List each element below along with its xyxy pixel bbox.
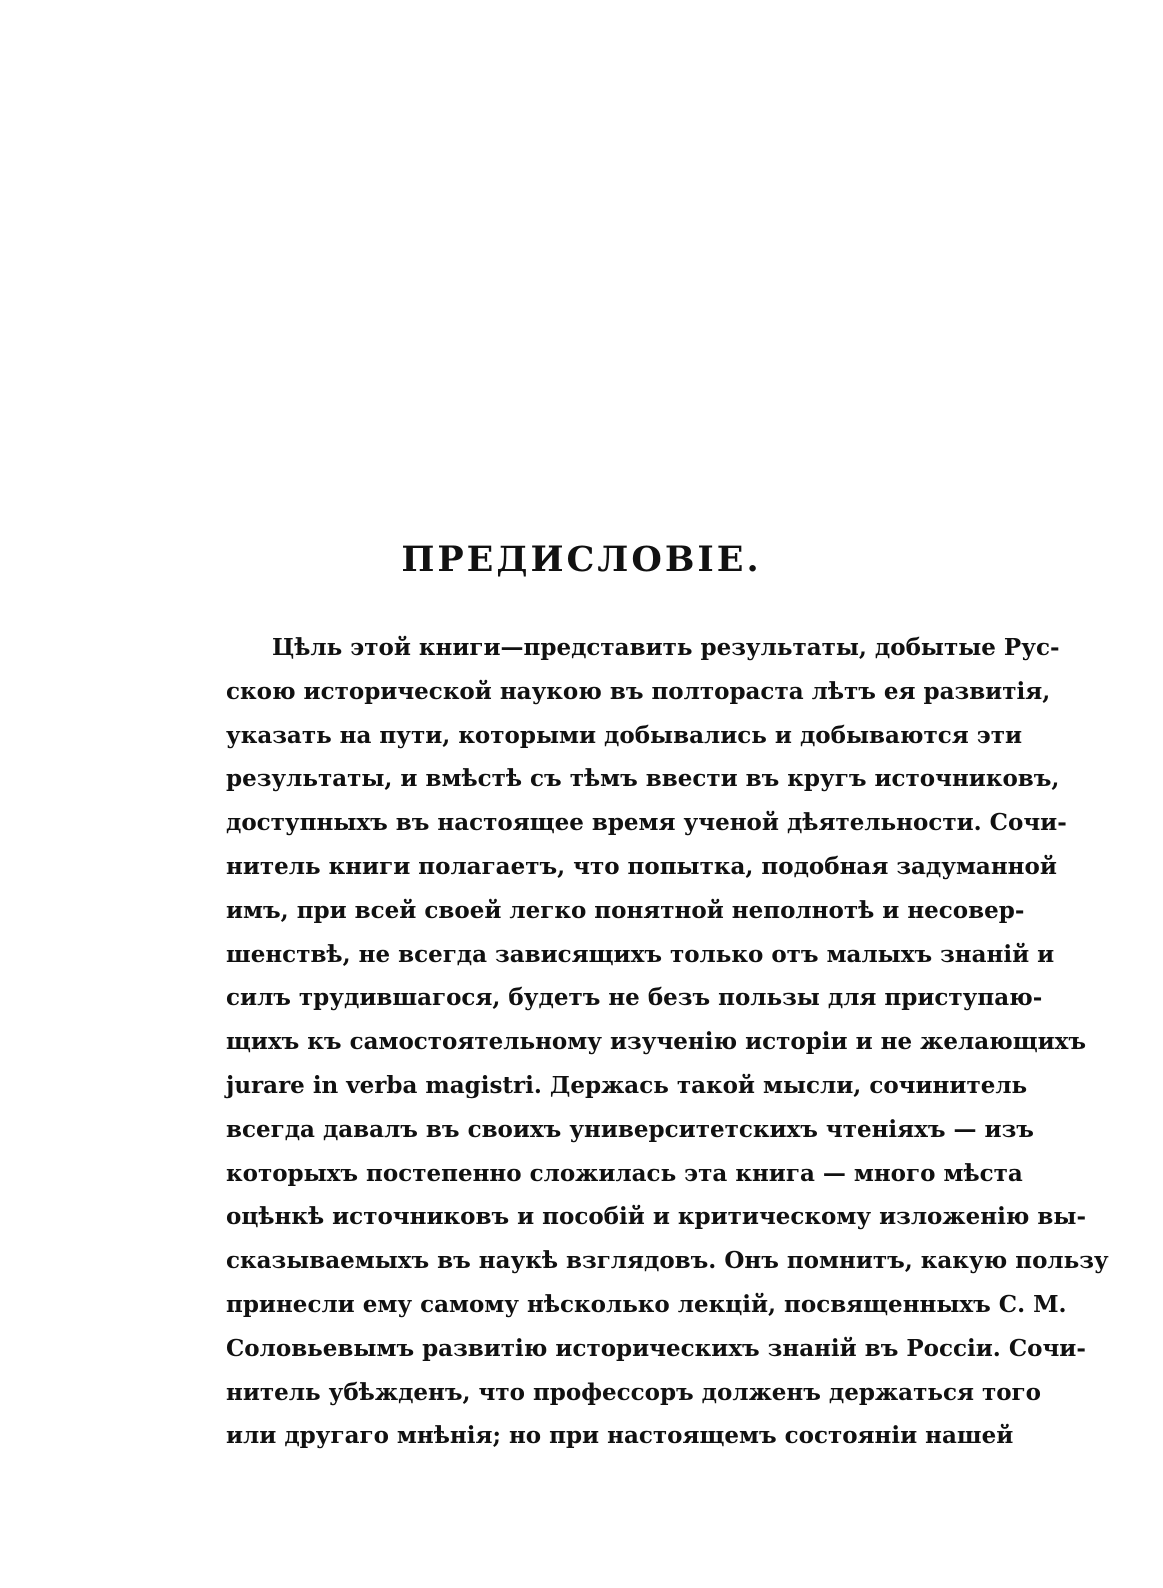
- preface-text: [226, 626, 1109, 1458]
- text-line: результаты, и вмѣстѣ съ тѣмъ ввести въ кругъ источниковъ,: [226, 765, 1060, 793]
- text-line: нитель убѣжденъ, что профессоръ долженъ держаться того: [226, 1378, 1041, 1406]
- text-line: сказываемыхъ въ наукѣ взглядовъ. Онъ помнитъ, какую пользу: [226, 1247, 1109, 1275]
- text-line: принесли ему самому нѣсколько лекцій, посвященныхъ С. М.: [226, 1290, 1067, 1318]
- text-line: или другаго мнѣнія; но при настоящемъ состояніи нашей: [226, 1422, 1014, 1450]
- text-line: всегда давалъ въ своихъ университетскихъ чтеніяхъ — изъ: [226, 1115, 1034, 1143]
- text-line: скою исторической наукою въ полтораста лѣтъ ея развитія,: [226, 677, 1051, 705]
- text-line: которыхъ постепенно сложилась эта книга — много мѣста: [226, 1159, 1023, 1187]
- text-line: указать на пути, которыми добывались и добываются эти: [226, 721, 1023, 749]
- text-line: шенствѣ, не всегда зависящихъ только отъ малыхъ знаній и: [226, 940, 1055, 968]
- text-line: силъ трудившагося, будетъ не безъ пользы для приступаю-: [226, 984, 1043, 1012]
- text-line: jurare in verba magistri. Держась такой мысли, сочинитель: [226, 1071, 1028, 1099]
- text-line: имъ, при всей своей легко понятной неполнотѣ и несовер-: [226, 896, 1025, 924]
- text-line: щихъ къ самостоятельному изученію исторіи и не желающихъ: [226, 1028, 1087, 1056]
- page-title: ПРЕДИСЛОВІЕ.: [401, 539, 762, 580]
- text-line: Соловьевымъ развитію историческихъ знаній въ Россіи. Сочи-: [226, 1334, 1086, 1362]
- text-line: доступныхъ въ настоящее время ученой дѣятельности. Сочи-: [226, 809, 1067, 837]
- text-line: Цѣль этой книги—представить результаты, добытые Рус-: [272, 634, 1060, 661]
- text-line: оцѣнкѣ источниковъ и пособій и критическому изложенію вы-: [226, 1203, 1086, 1231]
- text-line: нитель книги полагаетъ, что попытка, подобная задуманной: [226, 852, 1057, 880]
